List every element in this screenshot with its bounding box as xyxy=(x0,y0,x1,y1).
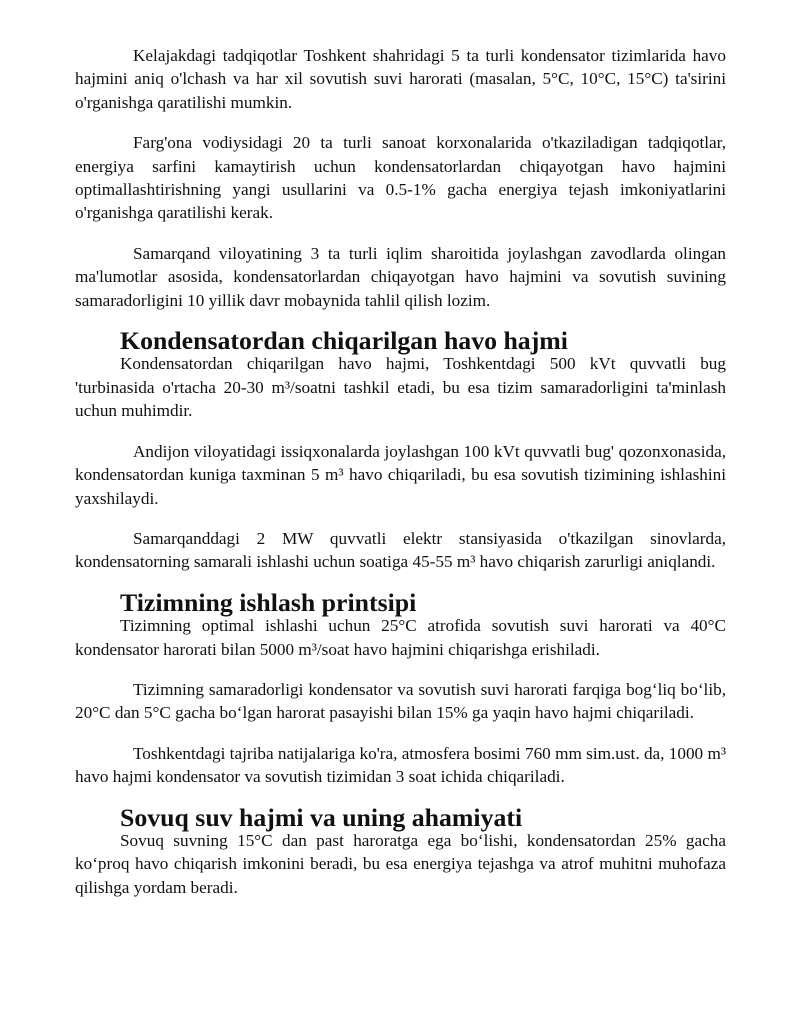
paragraph-air-volume-tashkent: Kondensatordan chiqarilgan havo hajmi, Toshkentdagi 500 kVt quvvatli bug 'turbinasida o'rtacha 20-30 m³/soatni tashkil etadi, bu esa tizim samaradorligini ta'minlash uchun muhimdir. xyxy=(75,354,726,421)
section-heading-air-volume: Kondensatordan chiqarilgan havo hajmi xyxy=(120,326,568,356)
paragraph-air-volume-samarkand: Samarqanddagi 2 MW quvvatli elektr stansiyasida o'tkazilgan sinovlarda, kondensatorning samarali ishlashi uchun soatiga 45-55 m³ havo chiqarish zarurligi aniqlandi. xyxy=(75,528,726,572)
section-heading-operating-principle: Tizimning ishlash printsipi xyxy=(120,587,417,617)
paragraph-cold-water-importance: Sovuq suvning 15°C dan past haroratga ega bo‘lishi, kondensatordan 25% gacha ko‘proq havo chiqarish imkonini beradi, bu esa energiya tejashga va atrof muhitni muhofaza qilishga yordam beradi. xyxy=(75,830,726,897)
section-heading-cold-water: Sovuq suv hajmi va uning ahamiyati xyxy=(120,802,523,832)
paragraph-optimal-operation: Tizimning optimal ishlashi uchun 25°C atrofida sovutish suvi harorati va 40°C kondensator harorati bilan 5000 m³/soat havo hajmini chiqarishga erishiladi. xyxy=(75,616,726,659)
paragraph-fergana-research: Farg'ona vodiysidagi 20 ta turli sanoat korxonalarida o'tkaziladigan tadqiqotlar, energiya sarfini kamaytirish uchun kondensatorlardan chiqayotgan havo hajmini optimallashtirishning yangi usullarini va 0.5-1% gacha energiya tejash imkoniyatlarini o'rganishga qaratilishi kerak. xyxy=(75,133,726,223)
paragraph-samarkand-analysis: Samarqand viloyatining 3 ta turli iqlim sharoitida joylashgan zavodlarda olingan ma'lumotlar asosida, kondensatorlardan chiqayotgan havo hajmini va sovutish suvining samaradorligini 10 yillik davr mobaynida tahlil qilish lozim. xyxy=(75,243,726,310)
paragraph-air-volume-andijan: Andijon viloyatidagi issiqxonalarda joylashgan 100 kVt quvvatli bug' qozonxonasida, kondensatordan kuniga taxminan 5 m³ havo chiqariladi, bu esa sovutish tizimining ishlashini yaxshilaydi. xyxy=(75,441,726,508)
document-page xyxy=(75,44,726,916)
paragraph-system-efficiency: Tizimning samaradorligi kondensator va sovutish suvi harorati farqiga bog‘liq bo‘lib, 20°C dan 5°C gacha bo‘lgan harorat pasayishi bilan 15% ga yaqin havo hajmi chiqariladi. xyxy=(75,679,726,723)
paragraph-tashkent-experiment: Toshkentdagi tajriba natijalariga ko'ra, atmosfera bosimi 760 mm sim.ust. da, 1000 m³ havo hajmi kondensator va sovutish tizimidan 3 soat ichida chiqariladi. xyxy=(75,743,726,787)
paragraph-future-research-tashkent: Kelajakdagi tadqiqotlar Toshkent shahridagi 5 ta turli kondensator tizimlarida havo hajmini aniq o'lchash va har xil sovutish suvi harorati (masalan, 5°C, 10°C, 15°C) ta'sirini o'rganishga qaratilishi mumkin. xyxy=(75,46,726,112)
